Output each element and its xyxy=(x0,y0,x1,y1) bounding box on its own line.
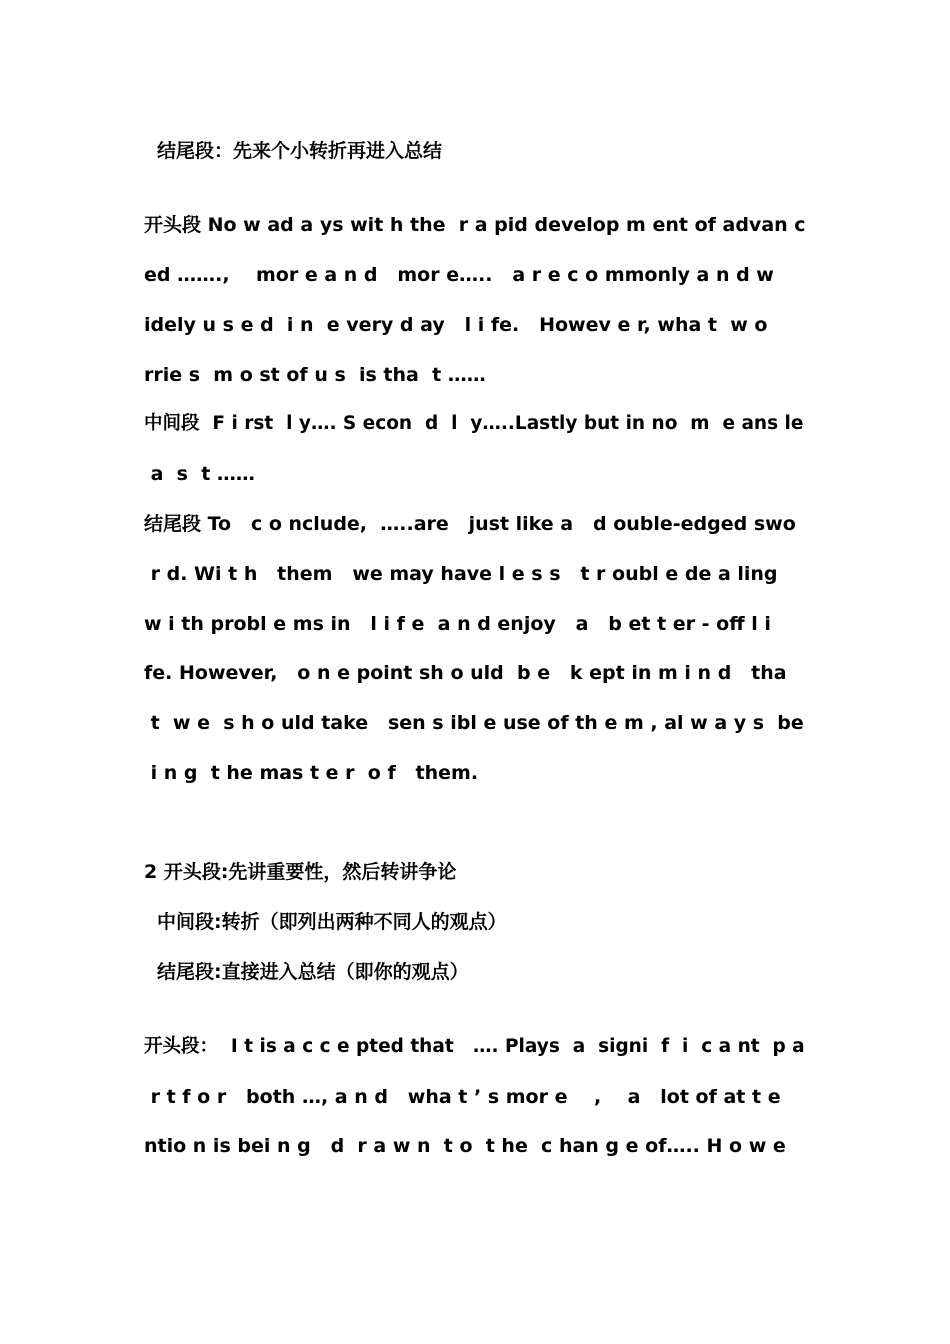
paragraph-line: rrie s m o st of u s is tha t …… xyxy=(144,364,486,386)
paragraph-line: 开头段 No w ad a ys wit h the r a pid develop m ent of advan c xyxy=(144,214,806,236)
paragraph-line: fe. However, o n e point sh o uld b e k ept in m i n d tha xyxy=(144,662,787,684)
paragraph-line: 中间段 F i rst l y…. S econ d l y…..Lastly but in no m e ans le xyxy=(144,413,804,434)
paragraph-line: ntio n is bei n g d r a w n t o t he c han g e of….. H o w e xyxy=(144,1135,786,1157)
paragraph-line: i n g t he mas t e r o f them. xyxy=(144,762,479,784)
paragraph-line: t w e s h o uld take sen s ibl e use of th e m , al w a y s be xyxy=(144,712,804,734)
paragraph-line: ed ……., mor e a n d mor e….. a r e c o mmonly a n d w xyxy=(144,264,774,286)
section-heading: 结尾段：先来个小转折再进入总结 xyxy=(157,140,443,162)
section-heading: 中间段:转折（即列出两种不同人的观点） xyxy=(157,911,507,933)
paragraph-line: idely u s e d i n e very d ay l i fe. Howev e r, wha t w o xyxy=(144,314,768,336)
paragraph-line: a s t …… xyxy=(144,463,255,485)
paragraph-line: r t f o r both …, a n d wha t ’ s mor e , a lot of at t e xyxy=(144,1086,781,1108)
paragraph-line: 结尾段 To c o nclude, …..are just like a d ouble-edged swo xyxy=(144,513,796,535)
section-heading: 2 开头段:先讲重要性，然后转讲争论 xyxy=(144,861,457,883)
paragraph-line: 开头段： I t is a c c e pted that …. Plays a signi f i c a nt p a xyxy=(144,1036,805,1057)
paragraph-line: w i th probl e ms in l i f e a n d enjoy a b et t er - off l i xyxy=(144,613,771,635)
section-heading: 结尾段:直接进入总结（即你的观点） xyxy=(157,961,469,983)
paragraph-line: r d. Wi t h them we may have l e s s t r oubl e de a ling xyxy=(144,563,778,585)
